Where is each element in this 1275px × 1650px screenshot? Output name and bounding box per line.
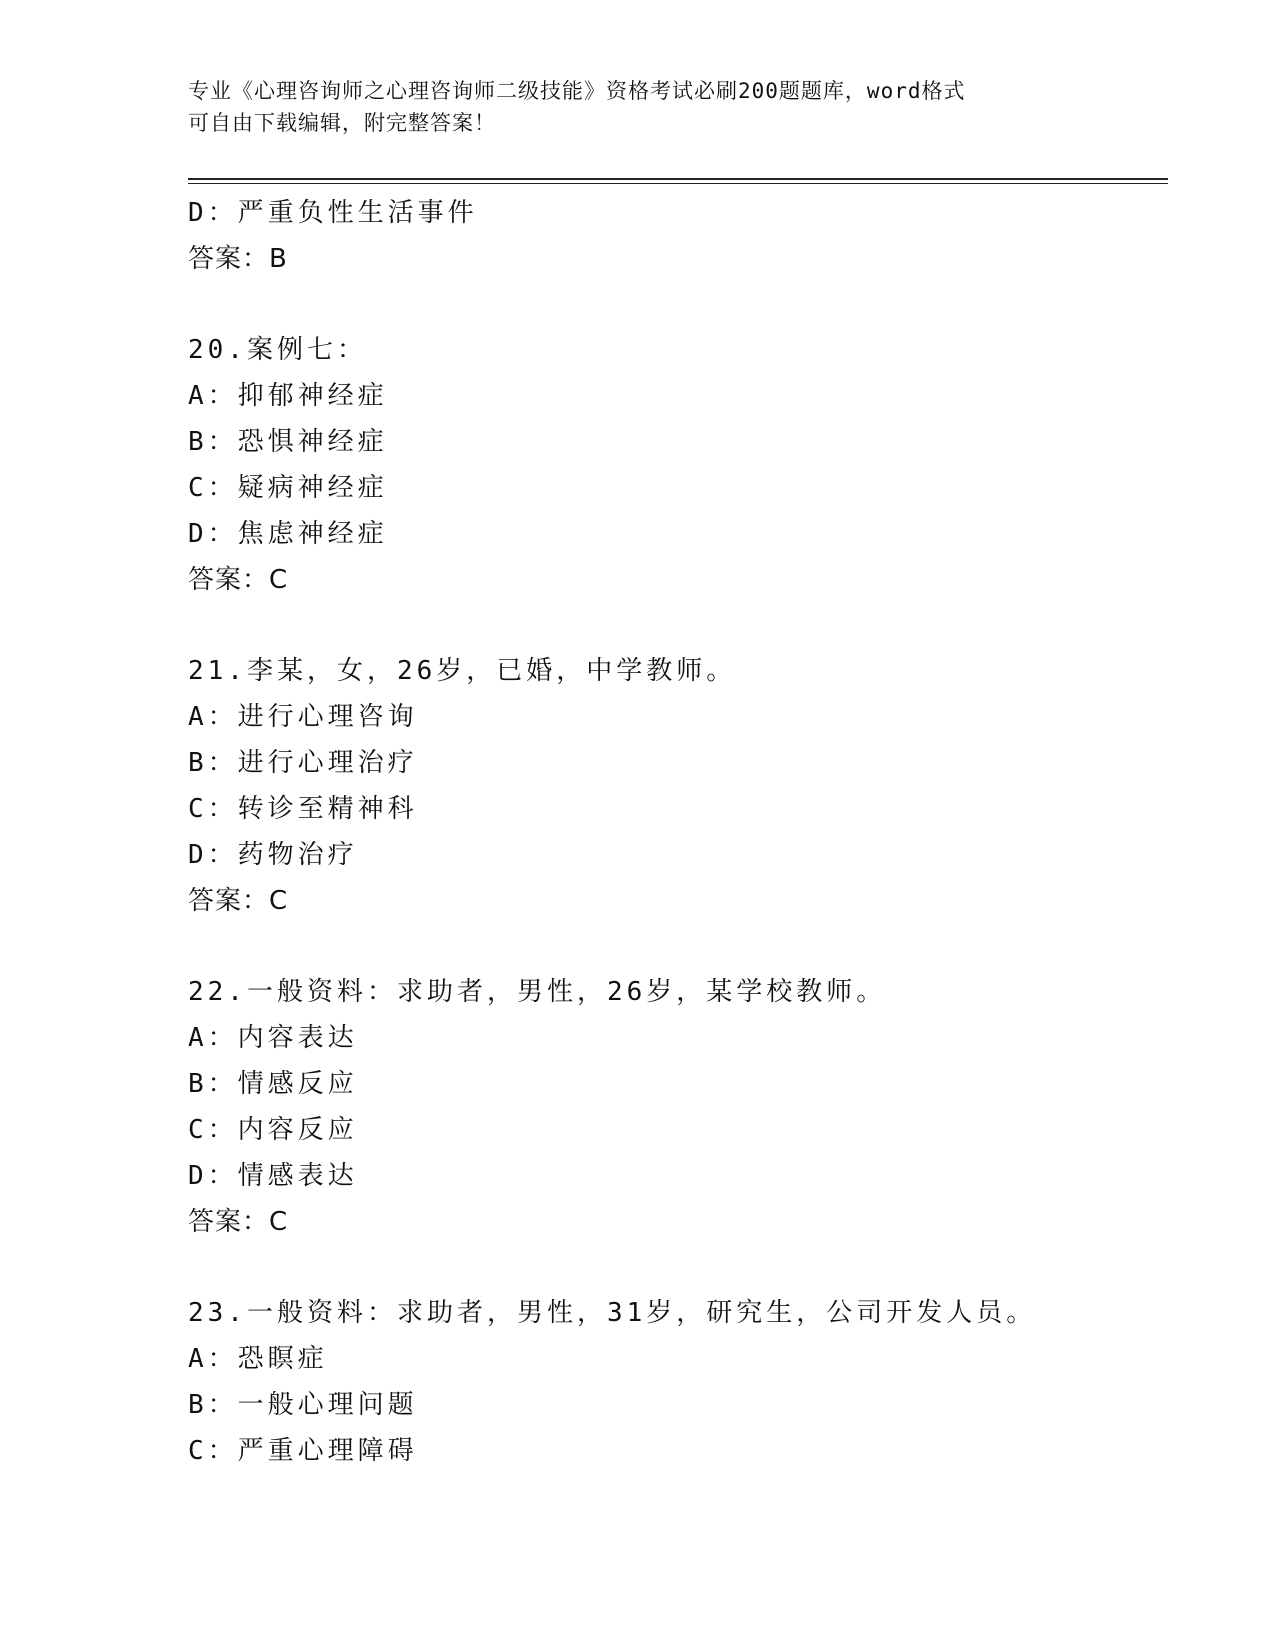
header-divider-thin [188,183,1168,184]
question-block-22 [188,969,1168,1245]
spacer [188,1245,1168,1290]
option-line: D：严重负性生活事件 [188,198,478,228]
spacer [188,282,1168,327]
document-header [188,75,1088,139]
header-divider-thick [188,178,1168,180]
question-stem: 22.一般资料：求助者，男性，26岁，某学校教师。 [188,977,887,1007]
spacer [188,603,1168,648]
question-block-19-tail [188,190,1168,282]
option-line: D：药物治疗 [188,840,358,870]
answer-line: 答案：C [188,565,289,595]
option-line: B：情感反应 [188,1069,358,1099]
question-block-20 [188,327,1168,603]
answer-line: 答案：B [188,244,288,274]
option-line: D：焦虑神经症 [188,519,388,549]
option-line: A：抑郁神经症 [188,381,388,411]
option-line: B：进行心理治疗 [188,748,418,778]
question-stem: 20.案例七： [188,335,367,365]
option-line: A：恐瞑症 [188,1344,328,1374]
option-line: D：情感表达 [188,1161,358,1191]
answer-line: 答案：C [188,886,289,916]
question-stem: 21.李某，女，26岁，已婚，中学教师。 [188,656,737,686]
option-line: A：进行心理咨询 [188,702,418,732]
answer-line: 答案：C [188,1207,289,1237]
question-stem: 23.一般资料：求助者，男性，31岁，研究生，公司开发人员。 [188,1298,1037,1328]
option-line: C：转诊至精神科 [188,794,418,824]
option-line: C：疑病神经症 [188,473,388,503]
option-line: C：严重心理障碍 [188,1436,418,1466]
spacer [188,924,1168,969]
header-line-1: 专业《心理咨询师之心理咨询师二级技能》资格考试必刷200题题库，word格式 [188,79,966,103]
question-block-23 [188,1290,1168,1474]
question-list [188,190,1168,1474]
question-block-21 [188,648,1168,924]
option-line: B：一般心理问题 [188,1390,418,1420]
option-line: C：内容反应 [188,1115,358,1145]
option-line: A：内容表达 [188,1023,358,1053]
header-line-2: 可自由下载编辑，附完整答案！ [188,111,496,135]
option-line: B：恐惧神经症 [188,427,388,457]
